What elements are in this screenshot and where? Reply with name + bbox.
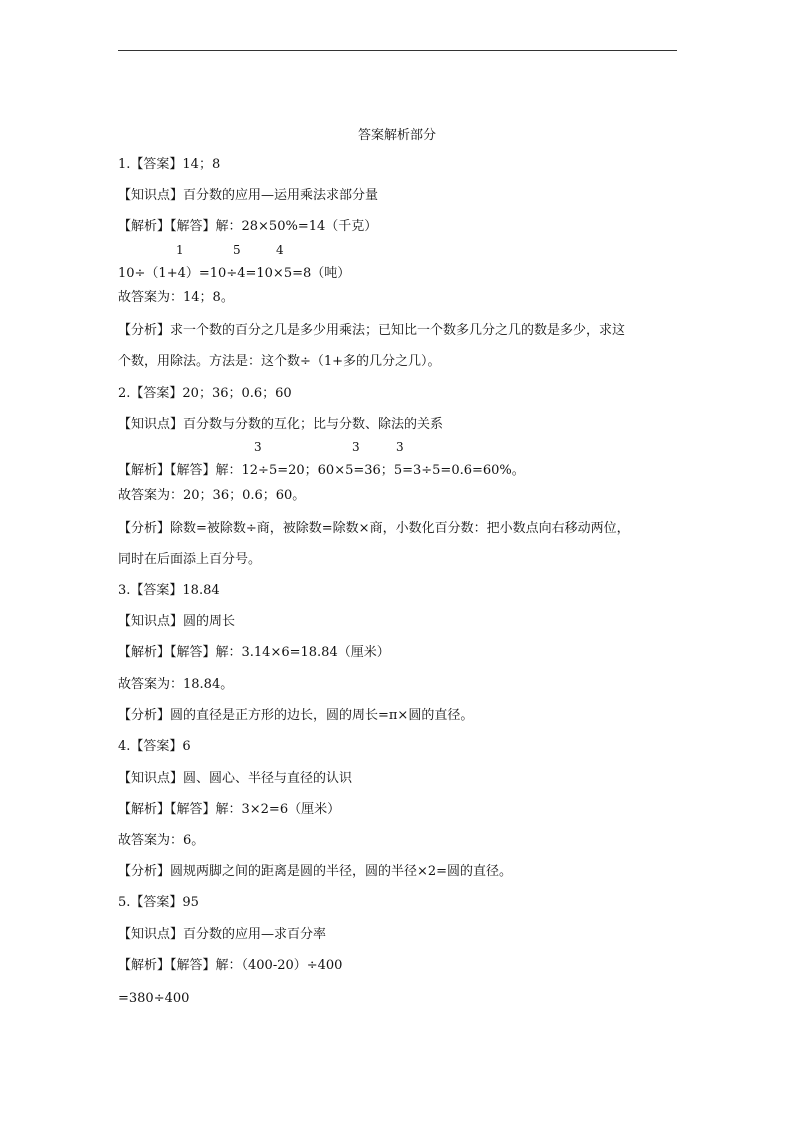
- q3-analysis: 【分析】圆的直径是正方形的边长，圆的周长=π×圆的直径。: [118, 708, 474, 723]
- q3-solution: 【解析】【解答】解：3.14×6=18.84（厘米）: [118, 645, 390, 660]
- q2-formula-part4: =3÷5=0.6=60%。: [402, 463, 525, 478]
- q3-answer: 3.【答案】18.84: [118, 583, 220, 598]
- q2-formula: [118, 463, 525, 479]
- q2-formula-part2: =20；60×: [277, 463, 346, 478]
- q2-formula-part3: =36；: [353, 463, 394, 478]
- q1-frac1-numerator: 1: [176, 243, 184, 257]
- q2-frac3-denominator: 5: [393, 463, 403, 478]
- header-rule: [118, 50, 677, 51]
- q1-formula-part4: =8（吨）: [292, 266, 351, 281]
- q5-knowledge: 【知识点】百分数的应用—求百分率: [118, 927, 327, 942]
- q2-frac3-numerator: 3: [396, 440, 404, 454]
- q2-formula-part1: 【解析】【解答】解：12÷: [118, 463, 269, 478]
- q2-frac2-numerator: 3: [352, 440, 360, 454]
- q5-answer: 5.【答案】95: [118, 895, 199, 910]
- q1-frac3-denominator: 5: [283, 266, 293, 281]
- q1-conclusion: 故答案为：14；8。: [118, 290, 234, 305]
- q2-analysis-line1: 【分析】除数=被除数÷商，被除数=除数×商，小数化百分数：把小数点向右移动两位，: [118, 521, 630, 536]
- q1-frac2-numerator: 5: [233, 243, 241, 257]
- q1-knowledge: 【知识点】百分数的应用—运用乘法求部分量: [118, 188, 379, 203]
- q1-formula-part3: =10×: [245, 266, 284, 281]
- q1-frac2-denominator: 4: [237, 266, 246, 281]
- q1-frac3-numerator: 4: [276, 243, 284, 257]
- q5-step: =380÷400: [118, 991, 190, 1006]
- q2-frac1-denominator: 5: [268, 463, 278, 478]
- q1-analysis-line1: 【分析】求一个数的百分之几是多少用乘法；已知比一个数多几分之几的数是多少，求这: [118, 323, 626, 338]
- q2-knowledge: 【知识点】百分数与分数的互化；比与分数、除法的关系: [118, 417, 444, 432]
- q1-formula: [118, 266, 350, 282]
- q3-knowledge: 【知识点】圆的周长: [118, 614, 236, 629]
- q4-analysis: 【分析】圆规两脚之间的距离是圆的半径，圆的半径×2=圆的直径。: [118, 864, 513, 879]
- q4-solution: 【解析】【解答】解：3×2=6（厘米）: [118, 802, 341, 817]
- q2-frac1-numerator: 3: [254, 440, 262, 454]
- q1-solution: 【解析】【解答】解：28×50%=14（千克）: [118, 219, 378, 234]
- q1-analysis-line2: 个数，用除法。方法是：这个数÷（1+多的几分之几）。: [118, 354, 441, 369]
- q1-answer: 1.【答案】14；8: [118, 157, 221, 172]
- q4-answer: 4.【答案】6: [118, 739, 191, 754]
- q1-frac1-denominator: 4: [177, 266, 186, 281]
- q4-conclusion: 故答案为：6。: [118, 833, 205, 848]
- q2-analysis-line2: 同时在后面添上百分号。: [118, 552, 262, 567]
- q2-conclusion: 故答案为：20；36；0.6；60。: [118, 488, 306, 503]
- q1-formula-part1: 10÷（1+: [118, 266, 178, 281]
- q1-formula-part2: ）=10÷: [185, 266, 238, 281]
- q2-answer: 2.【答案】20；36；0.6；60: [118, 386, 292, 401]
- q4-knowledge: 【知识点】圆、圆心、半径与直径的认识: [118, 771, 353, 786]
- page-title: 答案解析部分: [357, 128, 436, 143]
- q3-conclusion: 故答案为：18.84。: [118, 677, 234, 692]
- q5-solution: 【解析】【解答】解：（400-20）÷400: [118, 958, 343, 973]
- q2-frac2-denominator: 5: [345, 463, 354, 478]
